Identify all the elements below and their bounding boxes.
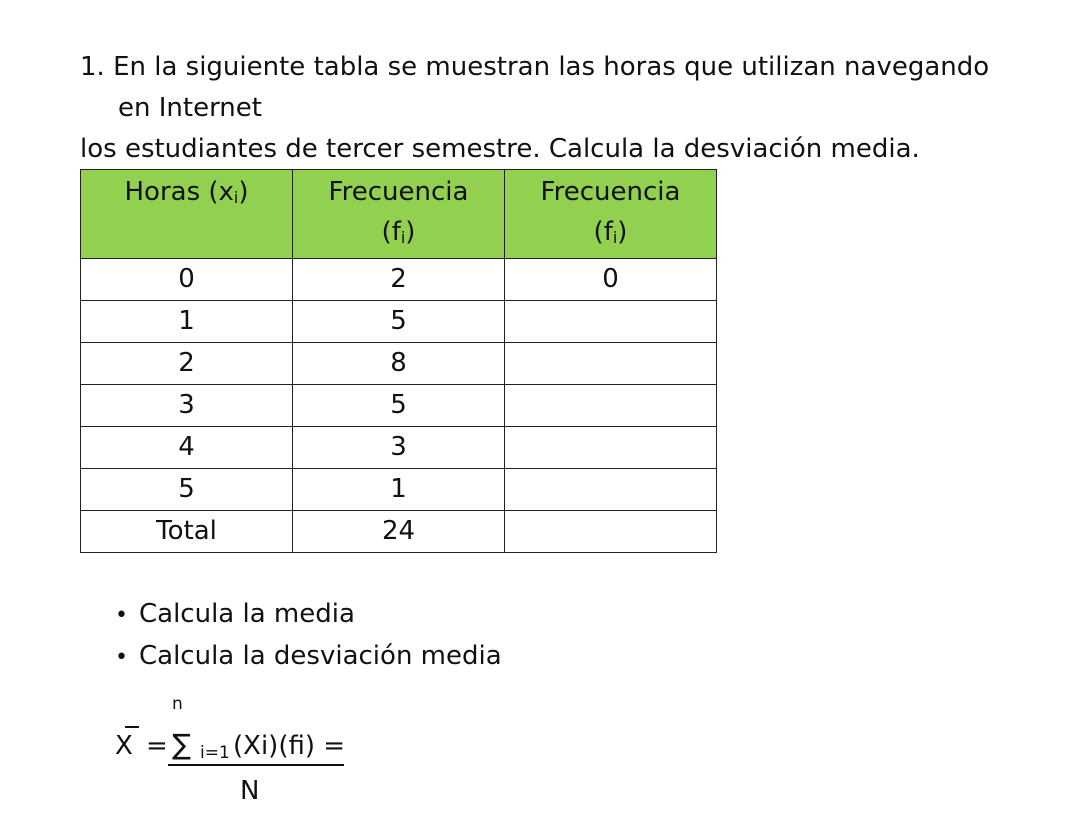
table-row <box>81 301 717 343</box>
table-row <box>81 427 717 469</box>
formula-equals: = <box>146 731 168 761</box>
cell-frecuencia: 5 <box>293 385 505 427</box>
fraction-line <box>168 764 344 766</box>
question-line-1: 1. En la siguiente tabla se muestran las horas que utilizan navegando <box>80 52 990 82</box>
cell-horas: 3 <box>81 385 293 427</box>
formula-body: (Xi)(fi) = <box>233 731 346 761</box>
header-horas: Horas $(x_i)$ <box>81 170 293 259</box>
bullet-icon: • <box>115 603 128 628</box>
cell-frecuencia: 2 <box>293 259 505 301</box>
cell-frecuencia: 3 <box>293 427 505 469</box>
formula-variable: X <box>115 731 133 761</box>
cell-frecuencia-2[interactable] <box>505 385 717 427</box>
cell-frecuencia: 5 <box>293 301 505 343</box>
cell-horas: 1 <box>81 301 293 343</box>
table-total-row <box>81 511 717 553</box>
cell-horas: 5 <box>81 469 293 511</box>
cell-frecuencia-2[interactable]: 0 <box>505 259 717 301</box>
cell-frecuencia-2[interactable] <box>505 427 717 469</box>
cell-horas: 4 <box>81 427 293 469</box>
cell-frecuencia: 1 <box>293 469 505 511</box>
table-row <box>81 343 717 385</box>
question-line-2: en Internet <box>118 93 262 123</box>
table-row <box>81 385 717 427</box>
header-frecuencia-2: Frecuencia $(f_i)$ <box>505 170 717 259</box>
formula-lower-limit: i=1 <box>200 743 230 763</box>
list-item: • Calcula la media <box>115 596 502 638</box>
task-list <box>115 596 502 680</box>
cell-frecuencia: 8 <box>293 343 505 385</box>
cell-total-value: 24 <box>293 511 505 553</box>
cell-total-frecuencia-2[interactable] <box>505 511 717 553</box>
cell-frecuencia-2[interactable] <box>505 343 717 385</box>
list-item: • Calcula la desviación media <box>115 638 502 680</box>
cell-horas: 2 <box>81 343 293 385</box>
sigma-icon: ∑ <box>172 728 191 761</box>
formula-denominator: N <box>240 776 260 806</box>
question-line-3: los estudiantes de tercer semestre. Calcula la desviación media. <box>80 134 920 164</box>
frequency-table <box>80 169 717 553</box>
table-row <box>81 259 717 301</box>
cell-total-label: Total <box>81 511 293 553</box>
table-row <box>81 469 717 511</box>
table-header-row <box>81 170 717 259</box>
mean-bar <box>125 726 139 728</box>
cell-frecuencia-2[interactable] <box>505 301 717 343</box>
bullet-icon: • <box>115 645 128 670</box>
formula-upper-limit: n <box>172 694 183 714</box>
cell-horas: 0 <box>81 259 293 301</box>
cell-frecuencia-2[interactable] <box>505 469 717 511</box>
header-frecuencia: Frecuencia $(f_i)$ <box>293 170 505 259</box>
